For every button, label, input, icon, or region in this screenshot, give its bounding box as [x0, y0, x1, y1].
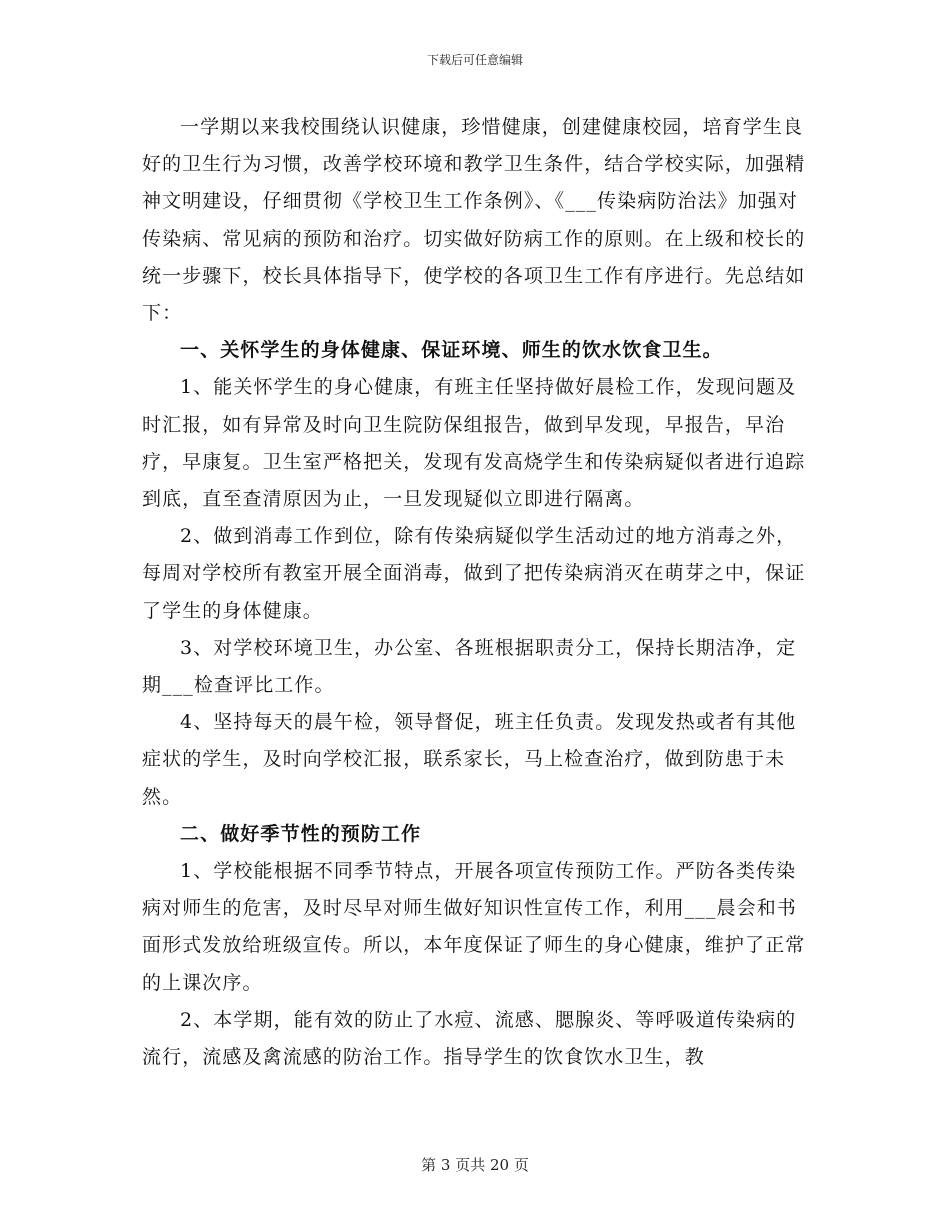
section-heading-1: 一、关怀学生的身体健康、保证环境、师生的饮水饮食卫生。: [180, 339, 723, 362]
page-header: 下载后可任意编辑: [426, 53, 523, 67]
body-paragraph: 1、学校能根据不同季节特点，开展各项宣传预防工作。严防各类传染病对师生的危害，及时尽早对师生做好知识性宣传工作，利用___晨会和书面形式发放给班级宣传。所以，本年度保证了师生的身心健康，维护了正常的上课次序。: [142, 860, 806, 994]
intro-paragraph: 一学期以来我校围绕认识健康，珍惜健康，创建健康校园，培育学生良好的卫生行为习惯，改善学校环境和教学卫生条件，结合学校实际，加强精神文明建设，仔细贯彻《学校卫生工作条例》、《___传染病防治法》加强对传染病、常见病的预防和治疗。切实做好防病工作的原则。在上级和校长的统一步骤下，校长具体指导下，使学校的各项卫生工作有序进行。先总结如下：: [142, 116, 806, 325]
body-paragraph: 3、对学校环境卫生，办公室、各班根据职责分工，保持长期洁净，定期___检查评比工作。: [142, 636, 797, 697]
page-footer: 第 3 页共 20 页: [421, 1156, 529, 1174]
body-paragraph: 4、坚持每天的晨午检，领导督促，班主任负责。发现发热或者有其他症状的学生，及时向学校汇报，联系家长，马上检查治疗，做到防患于未然。: [142, 711, 797, 808]
body-paragraph: 2、本学期，能有效的防止了水痘、流感、腮腺炎、等呼吸道传染病的流行，流感及禽流感的防治工作。指导学生的饮食饮水卫生，教: [142, 1008, 797, 1069]
body-paragraph: 1、能关怀学生的身心健康，有班主任坚持做好晨检工作，发现问题及时汇报，如有异常及时向卫生院防保组报告，做到早发现，早报告，早治疗，早康复。卫生室严格把关，发现有发高烧学生和传染病疑似者进行追踪到底，直至查清原因为止，一旦发现疑似立即进行隔离。: [142, 376, 806, 511]
section-heading-2: 二、做好季节性的预防工作: [180, 822, 422, 845]
body-paragraph: 2、做到消毒工作到位，除有传染病疑似学生活动过的地方消毒之外，每周对学校所有教室开展全面消毒，做到了把传染病消灭在萌芽之中，保证了学生的身体健康。: [142, 525, 806, 622]
document-body: [142, 109, 814, 1076]
